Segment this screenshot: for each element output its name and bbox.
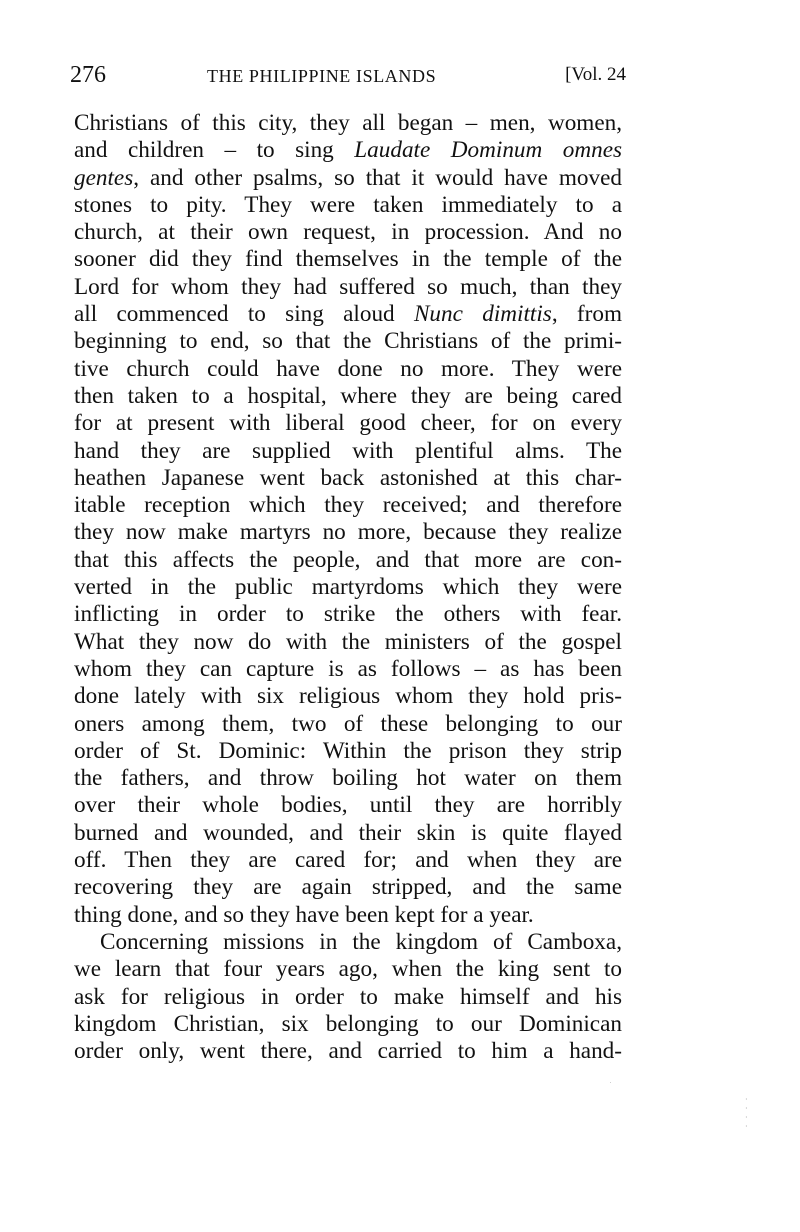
text-line: itable reception which they received; and therefore	[74, 492, 622, 519]
text-line: done lately with six religious whom they hold pris-	[74, 683, 622, 710]
text-line: then taken to a hospital, where they are being cared	[74, 382, 622, 409]
text-line: whom they can capture is as follows – as has been	[74, 655, 622, 682]
text-line: hand they are supplied with plentiful alms. The	[74, 437, 622, 464]
text-line: tive church could have done no more. They were	[74, 355, 622, 382]
text-line: over their whole bodies, until they are horribly	[74, 792, 622, 819]
running-title: THE PHILIPPINE ISLANDS	[207, 66, 437, 86]
paragraph-2	[74, 929, 622, 1065]
running-head	[70, 62, 626, 92]
text-line: beginning to end, so that the Christians of the primi-	[74, 328, 622, 355]
body-text	[74, 110, 622, 1065]
scan-margin-marks: · · · ·	[745, 1095, 748, 1131]
text-line: sooner did they find themselves in the temple of the	[74, 246, 622, 273]
text-line: Christians of this city, they all began – men, women,	[74, 110, 622, 136]
text-line: off. Then they are cared for; and when they are	[74, 847, 622, 874]
text-line: burned and wounded, and their skin is quite flayed	[74, 819, 622, 846]
text-line: order of St. Dominic: Within the prison they strip	[74, 737, 622, 764]
text-line: kingdom Christian, six belonging to our Dominican	[74, 1010, 622, 1037]
text-line: thing done, and so they have been kept for a year.	[74, 901, 534, 928]
text-line: heathen Japanese went back astonished at this char-	[74, 464, 622, 491]
text-line: gentes, and other psalms, so that it would have moved	[74, 164, 622, 191]
page-number: 276	[70, 62, 106, 88]
volume-label: [Vol. 24	[565, 64, 626, 85]
text-line: inflicting in order to strike the others with fear.	[74, 601, 622, 628]
text-line: for at present with liberal good cheer, for on every	[74, 410, 622, 437]
text-line: ask for religious in order to make himself and his	[74, 983, 622, 1010]
text-line: and children – to sing Laudate Dominum omnes	[74, 137, 623, 164]
text-line: order only, went there, and carried to him a hand-	[74, 1038, 622, 1065]
text-line: the fathers, and throw boiling hot water on them	[74, 765, 622, 792]
text-line: that this affects the people, and that more are con-	[74, 546, 622, 573]
text-line: Lord for whom they had suffered so much, than they	[74, 273, 622, 300]
text-line: church, at their own request, in procession. And no	[74, 219, 622, 246]
text-line: they now make martyrs no more, because they realize	[74, 519, 622, 546]
text-line: verted in the public martyrdoms which they were	[74, 574, 622, 601]
text-line: stones to pity. They were taken immediately to a	[74, 191, 622, 218]
text-line: What they now do with the ministers of the gospel	[74, 628, 622, 655]
scan-speck	[610, 1082, 611, 1083]
text-line: Concerning missions in the kingdom of Camboxa,	[100, 928, 622, 955]
text-line: we learn that four years ago, when the king sent to	[74, 956, 622, 983]
paragraph-1	[74, 110, 622, 929]
text-line: all commenced to sing aloud Nunc dimittis, from	[74, 301, 622, 328]
text-line: oners among them, two of these belonging to our	[74, 710, 622, 737]
text-line: recovering they are again stripped, and the same	[74, 874, 622, 901]
